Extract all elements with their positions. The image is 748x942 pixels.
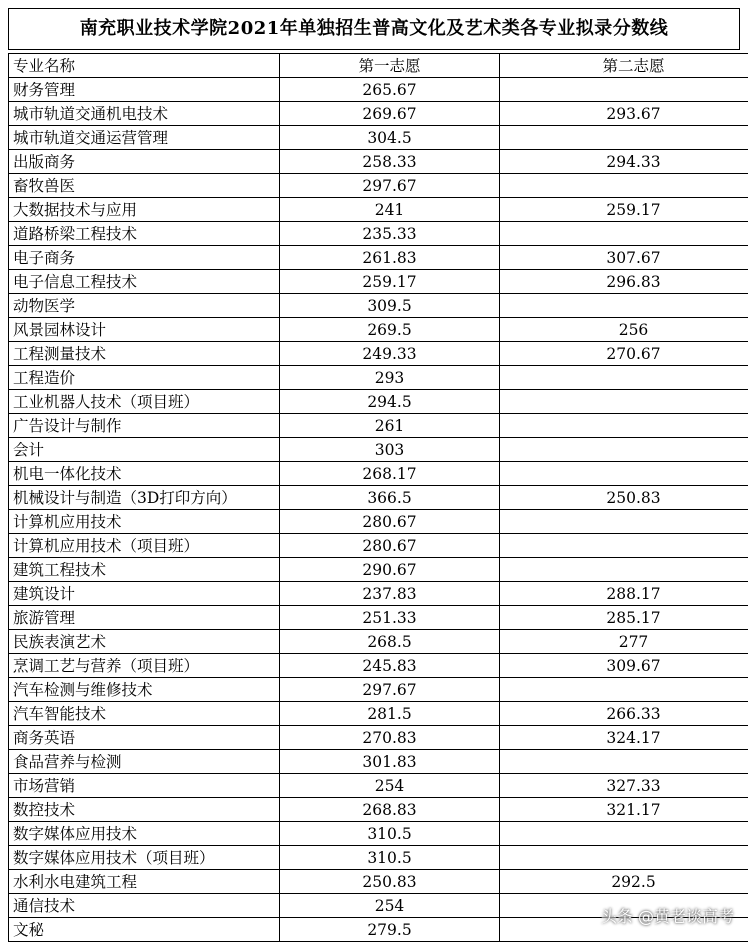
table-row — [9, 126, 748, 150]
table-row — [9, 414, 748, 438]
major-cell: 文秘 — [9, 918, 280, 942]
second-choice-cell: 321.17 — [500, 798, 748, 822]
first-choice-cell: 310.5 — [280, 822, 500, 846]
table-row — [9, 438, 748, 462]
major-cell: 风景园林设计 — [9, 318, 280, 342]
major-cell: 数字媒体应用技术 — [9, 822, 280, 846]
major-cell: 市场营销 — [9, 774, 280, 798]
first-choice-cell: 254 — [280, 894, 500, 918]
major-cell: 旅游管理 — [9, 606, 280, 630]
table-row — [9, 318, 748, 342]
header-second-choice: 第二志愿 — [500, 54, 748, 78]
first-choice-cell: 268.17 — [280, 462, 500, 486]
second-choice-cell — [500, 678, 748, 702]
first-choice-cell: 304.5 — [280, 126, 500, 150]
table-row — [9, 678, 748, 702]
table-row — [9, 102, 748, 126]
first-choice-cell: 258.33 — [280, 150, 500, 174]
first-choice-cell: 235.33 — [280, 222, 500, 246]
first-choice-cell: 366.5 — [280, 486, 500, 510]
major-cell: 电子商务 — [9, 246, 280, 270]
second-choice-cell: 288.17 — [500, 582, 748, 606]
second-choice-cell — [500, 174, 748, 198]
table-row — [9, 798, 748, 822]
first-choice-cell: 293 — [280, 366, 500, 390]
table-row — [9, 150, 748, 174]
first-choice-cell: 280.67 — [280, 534, 500, 558]
table-row — [9, 702, 748, 726]
first-choice-cell: 301.83 — [280, 750, 500, 774]
table-row — [9, 870, 748, 894]
table-row — [9, 510, 748, 534]
table-row — [9, 846, 748, 870]
second-choice-cell: 324.17 — [500, 726, 748, 750]
first-choice-cell: 261.83 — [280, 246, 500, 270]
second-choice-cell: 307.67 — [500, 246, 748, 270]
major-cell: 建筑工程技术 — [9, 558, 280, 582]
second-choice-cell: 256 — [500, 318, 748, 342]
first-choice-cell: 237.83 — [280, 582, 500, 606]
second-choice-cell: 292.5 — [500, 870, 748, 894]
second-choice-cell: 294.33 — [500, 150, 748, 174]
table-row — [9, 726, 748, 750]
table-row — [9, 558, 748, 582]
major-cell: 工业机器人技术（项目班） — [9, 390, 280, 414]
major-cell: 汽车检测与维修技术 — [9, 678, 280, 702]
major-cell: 电子信息工程技术 — [9, 270, 280, 294]
table-row — [9, 198, 748, 222]
second-choice-cell: 259.17 — [500, 198, 748, 222]
major-cell: 计算机应用技术（项目班） — [9, 534, 280, 558]
table-row — [9, 582, 748, 606]
second-choice-cell: 285.17 — [500, 606, 748, 630]
table-row — [9, 606, 748, 630]
second-choice-cell — [500, 510, 748, 534]
second-choice-cell — [500, 222, 748, 246]
first-choice-cell: 268.83 — [280, 798, 500, 822]
first-choice-cell: 297.67 — [280, 678, 500, 702]
table-row — [9, 294, 748, 318]
table-row — [9, 534, 748, 558]
major-cell: 数字媒体应用技术（项目班） — [9, 846, 280, 870]
first-choice-cell: 309.5 — [280, 294, 500, 318]
major-cell: 烹调工艺与营养（项目班） — [9, 654, 280, 678]
first-choice-cell: 290.67 — [280, 558, 500, 582]
table-row — [9, 222, 748, 246]
header-row — [9, 54, 748, 78]
second-choice-cell: 327.33 — [500, 774, 748, 798]
first-choice-cell: 254 — [280, 774, 500, 798]
table-row — [9, 630, 748, 654]
second-choice-cell: 270.67 — [500, 342, 748, 366]
second-choice-cell — [500, 822, 748, 846]
second-choice-cell — [500, 366, 748, 390]
table-row — [9, 366, 748, 390]
table-row — [9, 462, 748, 486]
first-choice-cell: 269.67 — [280, 102, 500, 126]
second-choice-cell — [500, 462, 748, 486]
major-cell: 商务英语 — [9, 726, 280, 750]
first-choice-cell: 270.83 — [280, 726, 500, 750]
second-choice-cell — [500, 438, 748, 462]
second-choice-cell — [500, 558, 748, 582]
second-choice-cell: 277 — [500, 630, 748, 654]
first-choice-cell: 280.67 — [280, 510, 500, 534]
table-row — [9, 774, 748, 798]
first-choice-cell: 269.5 — [280, 318, 500, 342]
table-row — [9, 246, 748, 270]
table-row — [9, 342, 748, 366]
sheet-title: 南充职业技术学院2021年单独招生普高文化及艺术类各专业拟录分数线 — [8, 8, 740, 50]
second-choice-cell — [500, 414, 748, 438]
table-row — [9, 654, 748, 678]
major-cell: 通信技术 — [9, 894, 280, 918]
table-row — [9, 822, 748, 846]
major-cell: 机械设计与制造（3D打印方向） — [9, 486, 280, 510]
major-cell: 数控技术 — [9, 798, 280, 822]
second-choice-cell: 266.33 — [500, 702, 748, 726]
major-cell: 水利水电建筑工程 — [9, 870, 280, 894]
second-choice-cell — [500, 750, 748, 774]
major-cell: 大数据技术与应用 — [9, 198, 280, 222]
major-cell: 计算机应用技术 — [9, 510, 280, 534]
first-choice-cell: 249.33 — [280, 342, 500, 366]
first-choice-cell: 310.5 — [280, 846, 500, 870]
second-choice-cell: 296.83 — [500, 270, 748, 294]
second-choice-cell — [500, 78, 748, 102]
first-choice-cell: 268.5 — [280, 630, 500, 654]
second-choice-cell — [500, 534, 748, 558]
major-cell: 工程造价 — [9, 366, 280, 390]
score-table — [8, 53, 748, 942]
first-choice-cell: 245.83 — [280, 654, 500, 678]
major-cell: 建筑设计 — [9, 582, 280, 606]
first-choice-cell: 303 — [280, 438, 500, 462]
first-choice-cell: 279.5 — [280, 918, 500, 942]
second-choice-cell — [500, 390, 748, 414]
table-row — [9, 390, 748, 414]
first-choice-cell: 261 — [280, 414, 500, 438]
second-choice-cell: 309.67 — [500, 654, 748, 678]
first-choice-cell: 297.67 — [280, 174, 500, 198]
table-row — [9, 486, 748, 510]
table-row — [9, 270, 748, 294]
first-choice-cell: 281.5 — [280, 702, 500, 726]
major-cell: 民族表演艺术 — [9, 630, 280, 654]
second-choice-cell: 250.83 — [500, 486, 748, 510]
major-cell: 畜牧兽医 — [9, 174, 280, 198]
major-cell: 道路桥梁工程技术 — [9, 222, 280, 246]
header-first-choice: 第一志愿 — [280, 54, 500, 78]
second-choice-cell: 293.67 — [500, 102, 748, 126]
major-cell: 机电一体化技术 — [9, 462, 280, 486]
second-choice-cell — [500, 846, 748, 870]
table-row — [9, 750, 748, 774]
header-major: 专业名称 — [9, 54, 280, 78]
second-choice-cell — [500, 126, 748, 150]
watermark: 头条 @黄老谈高考 — [601, 904, 734, 927]
major-cell: 财务管理 — [9, 78, 280, 102]
first-choice-cell: 259.17 — [280, 270, 500, 294]
second-choice-cell — [500, 294, 748, 318]
first-choice-cell: 251.33 — [280, 606, 500, 630]
first-choice-cell: 265.67 — [280, 78, 500, 102]
first-choice-cell: 294.5 — [280, 390, 500, 414]
major-cell: 动物医学 — [9, 294, 280, 318]
major-cell: 工程测量技术 — [9, 342, 280, 366]
major-cell: 出版商务 — [9, 150, 280, 174]
major-cell: 汽车智能技术 — [9, 702, 280, 726]
major-cell: 会计 — [9, 438, 280, 462]
major-cell: 城市轨道交通运营管理 — [9, 126, 280, 150]
major-cell: 食品营养与检测 — [9, 750, 280, 774]
table-row — [9, 174, 748, 198]
major-cell: 城市轨道交通机电技术 — [9, 102, 280, 126]
major-cell: 广告设计与制作 — [9, 414, 280, 438]
table-row — [9, 78, 748, 102]
first-choice-cell: 241 — [280, 198, 500, 222]
first-choice-cell: 250.83 — [280, 870, 500, 894]
